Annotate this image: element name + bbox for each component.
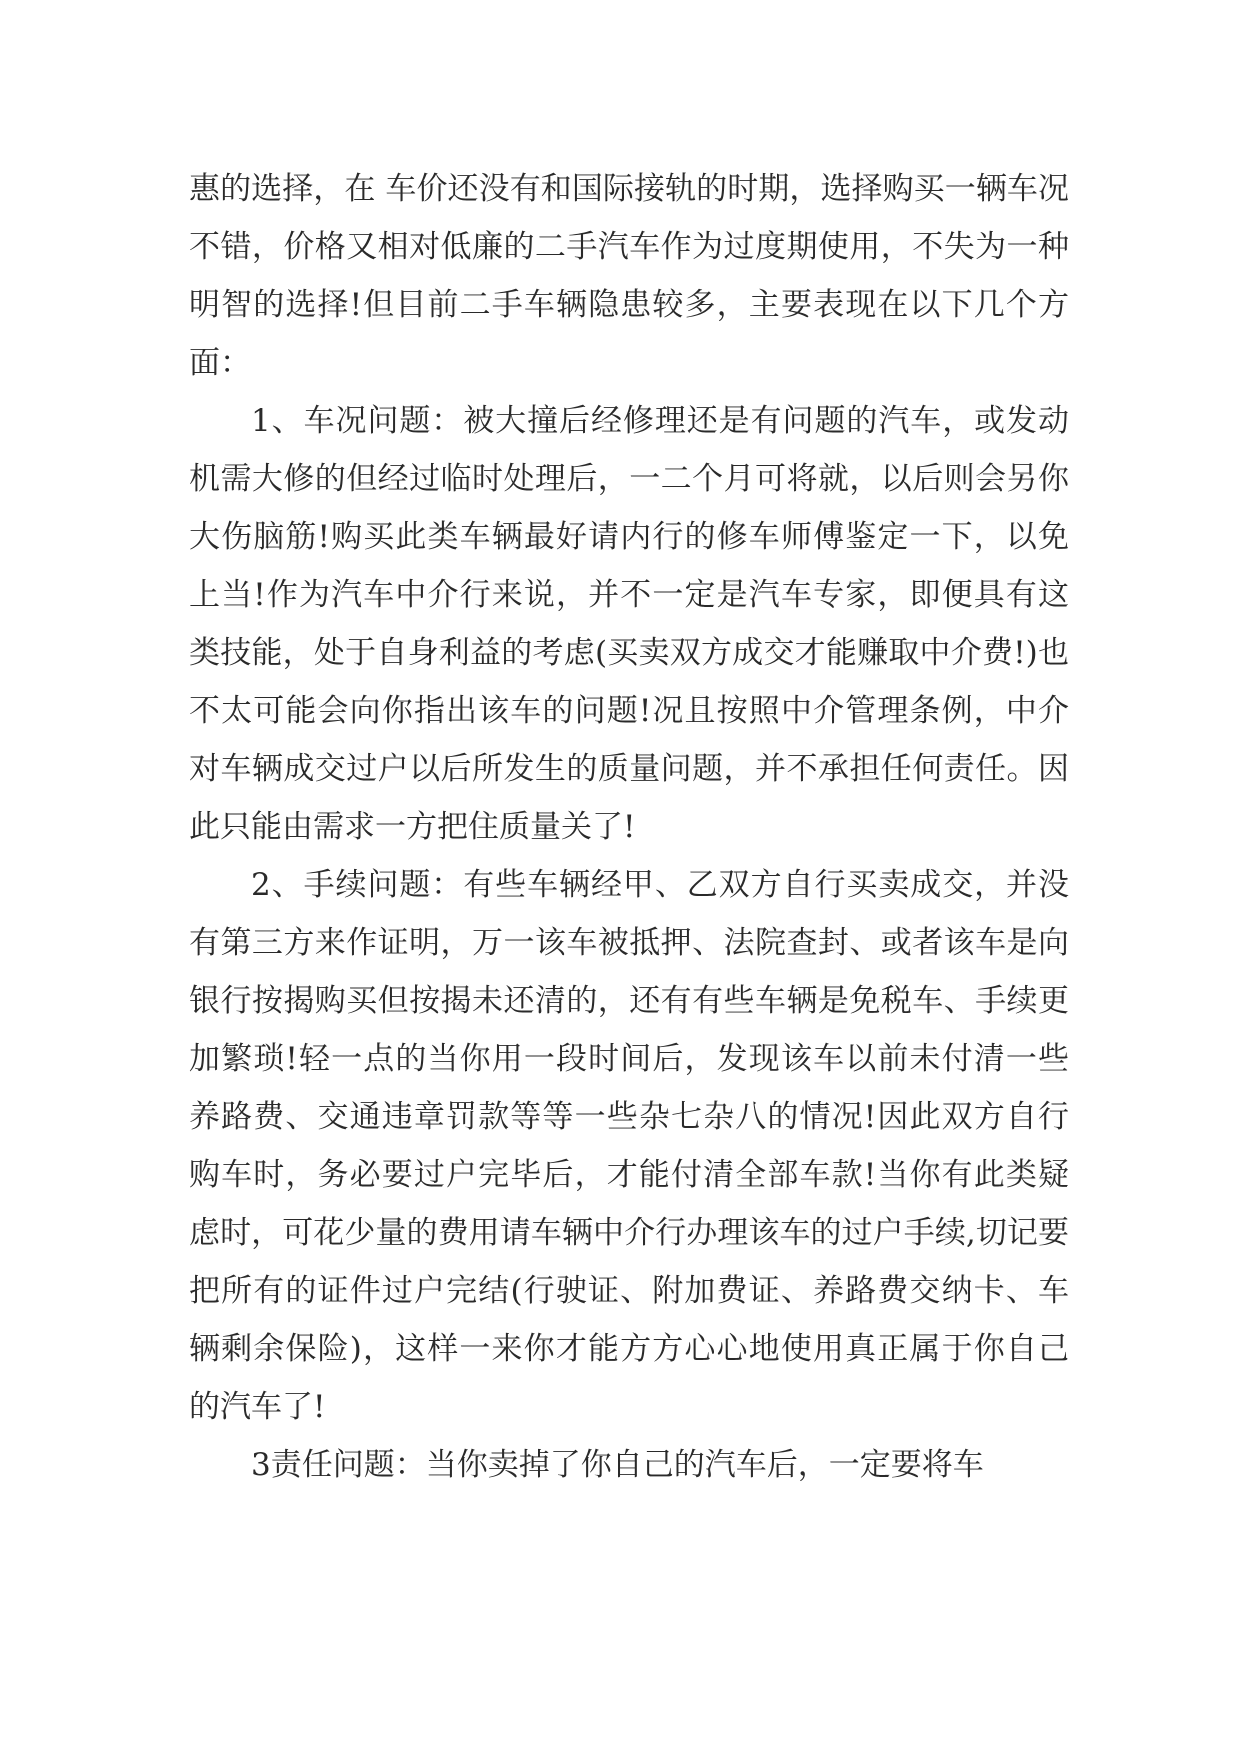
paragraph-paperwork: 2、手续问题：有些车辆经甲、乙双方自行买卖成交，并没有第三方来作证明，万一该车被抵押、法院查封、或者该车是向银行按揭购买但按揭未还清的，还有有些车辆是免税车、手续更加繁琐!轻一点的当你用一段时间后，发现该车以前未付清一些养路费、交通违章罚款等等一些杂七杂八的情况!因此双方自行购车时，务必要过户完毕后，才能付清全部车款!当你有此类疑虑时，可花少量的费用请车辆中介行办理该车的过户手续,切记要把所有的证件过户完结(行驶证、附加费证、养路费交纳卡、车辆剩余保险)，这样一来你才能方方心心地使用真正属于你自己的汽车了! xyxy=(189,867,1069,1425)
paragraph-liability: 3责任问题：当你卖掉了你自己的汽车后，一定要将车 xyxy=(251,1447,984,1483)
paragraph-intro: 惠的选择，在 车价还没有和国际接轨的时期，选择购买一辆车况不错，价格又相对低廉的二手汽车作为过度期使用，不失为一种明智的选择!但目前二手车辆隐患较多，主要表现在以下几个方面： xyxy=(189,171,1069,381)
document-body xyxy=(189,160,1069,1494)
paragraph-vehicle-condition: 1、车况问题：被大撞后经修理还是有问题的汽车，或发动机需大修的但经过临时处理后，一二个月可将就，以后则会另你大伤脑筋!购买此类车辆最好请内行的修车师傅鉴定一下，以免上当!作为汽车中介行来说，并不一定是汽车专家，即便具有这类技能，处于自身利益的考虑(买卖双方成交才能赚取中介费!)也不太可能会向你指出该车的问题!况且按照中介管理条例，中介对车辆成交过户以后所发生的质量问题，并不承担任何责任。因此只能由需求一方把住质量关了! xyxy=(189,403,1069,845)
